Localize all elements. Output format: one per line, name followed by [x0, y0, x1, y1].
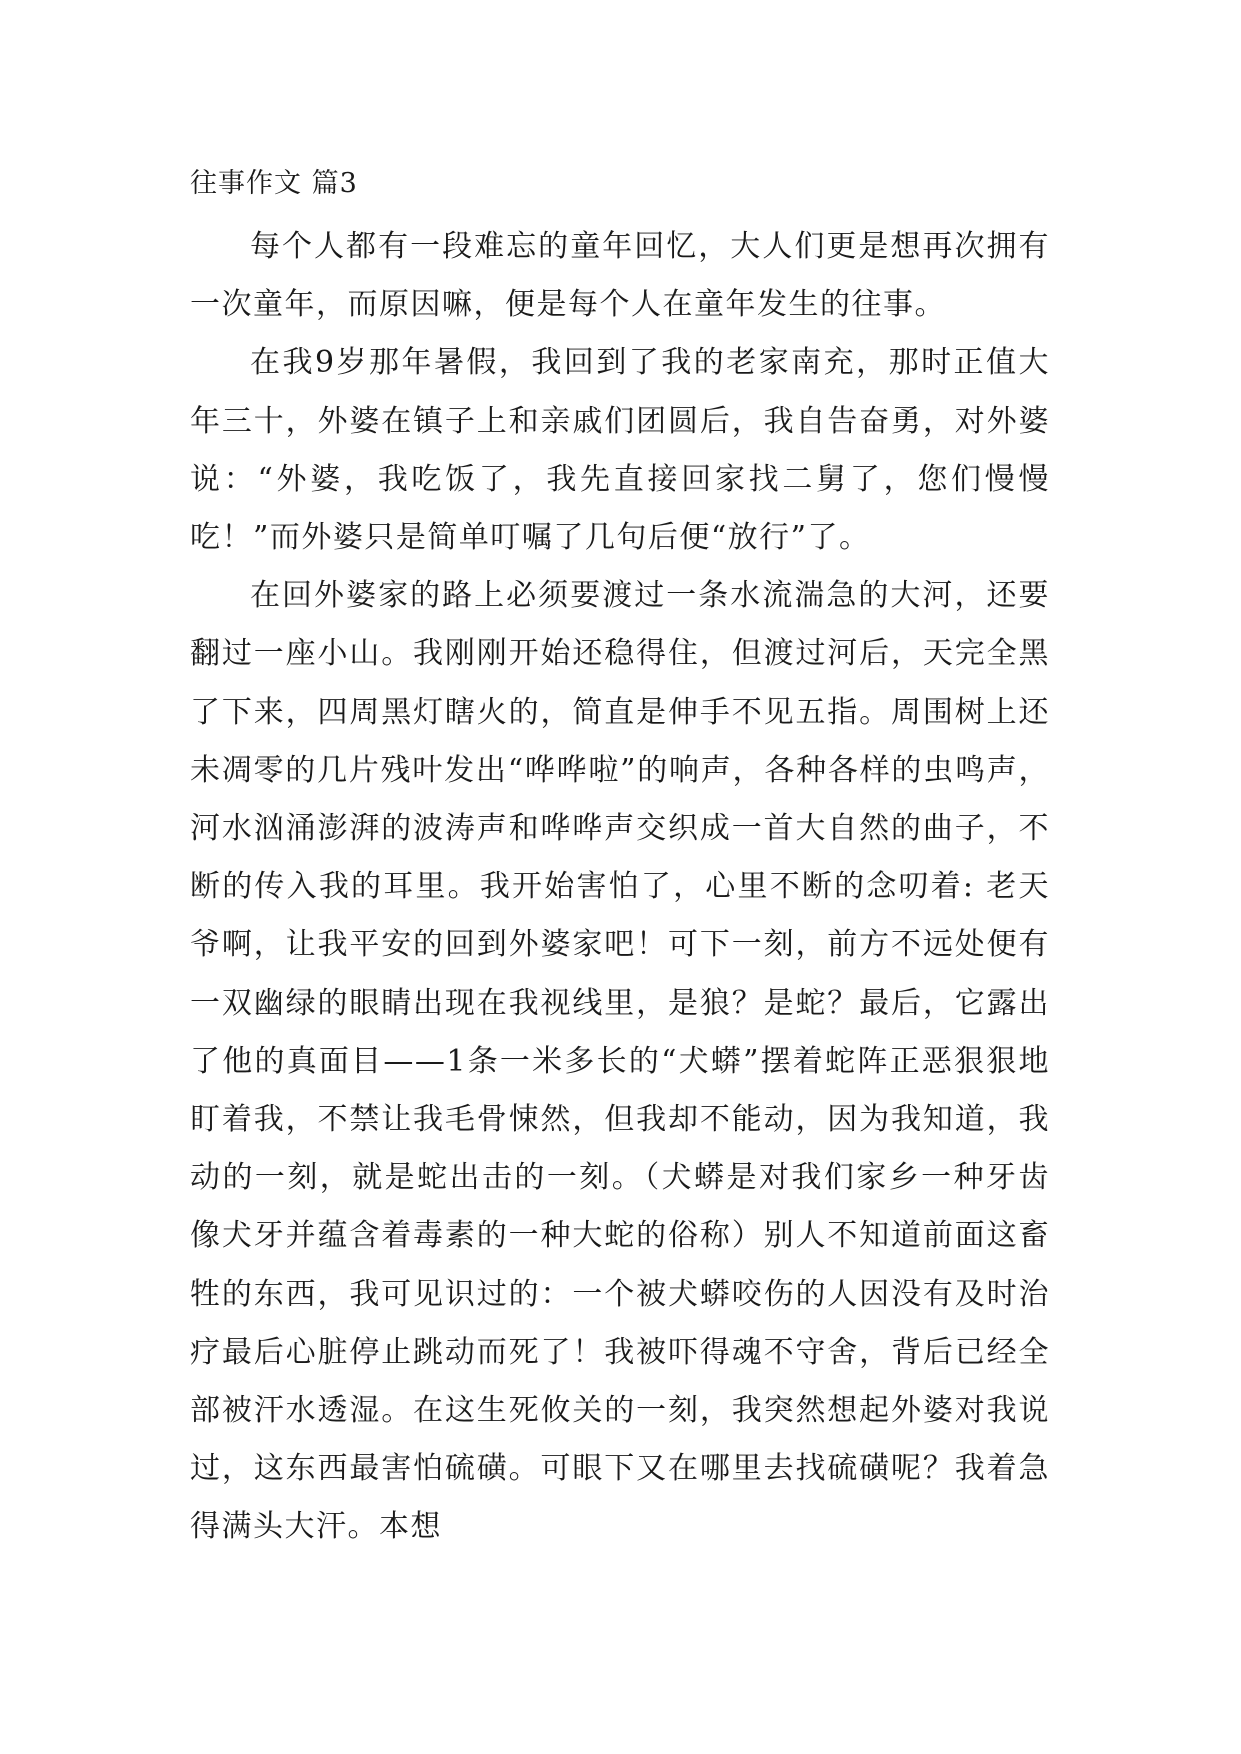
paragraph-1: 每个人都有一段难忘的童年回忆，大人们更是想再次拥有一次童年，而原因嘛，便是每个人在童年发生的往事。: [190, 229, 1050, 323]
paragraph-3: 在回外婆家的路上必须要渡过一条水流湍急的大河，还要翻过一座小山。我刚刚开始还稳得住，但渡过河后，天完全黑了下来，四周黑灯瞎火的，简直是伸手不见五指。周围树上还未凋零的几片残叶发出“哗哗啦”的响声，各种各样的虫鸣声，河水汹涌澎湃的波涛声和哗哗声交织成一首大自然的曲子，不断的传入我的耳里。我开始害怕了，心里不断的念叨着: 老天爷啊，让我平安的回到外婆家吧！可下一刻，前方不远处便有一双幽绿的眼睛出现在我视线里，是狼？是蛇？最后，它露出了他的真面目——1条一米多长的“犬蟒”摆着蛇阵正恶狠狠地盯着我，不禁让我毛骨悚然，但我却不能动，因为我知道，我动的一刻，就是蛇出击的一刻。（犬蟒是对我们家乡一种牙齿像犬牙并蕴含着毒素的一种大蛇的俗称）别人不知道前面这畜牲的东西，我可见识过的：一个被犬蟒咬伤的人因没有及时治疗最后心脏停止跳动而死了！我被吓得魂不守舍，背后已经全部被汗水透湿。在这生死攸关的一刻，我突然想起外婆对我说过，这东西最害怕硫磺。可眼下又在哪里去找硫磺呢？我着急得满头大汗。本想: [190, 578, 1050, 1545]
essay-body: [190, 218, 1050, 1557]
essay-heading: 往事作文 篇3: [190, 168, 358, 199]
paragraph-2: 在我9岁那年暑假，我回到了我的老家南充，那时正值大年三十，外婆在镇子上和亲戚们团圆后，我自告奋勇，对外婆说：“外婆，我吃饭了，我先直接回家找二舅了，您们慢慢吃！”而外婆只是简单叮嘱了几句后便“放行”了。: [190, 345, 1050, 556]
